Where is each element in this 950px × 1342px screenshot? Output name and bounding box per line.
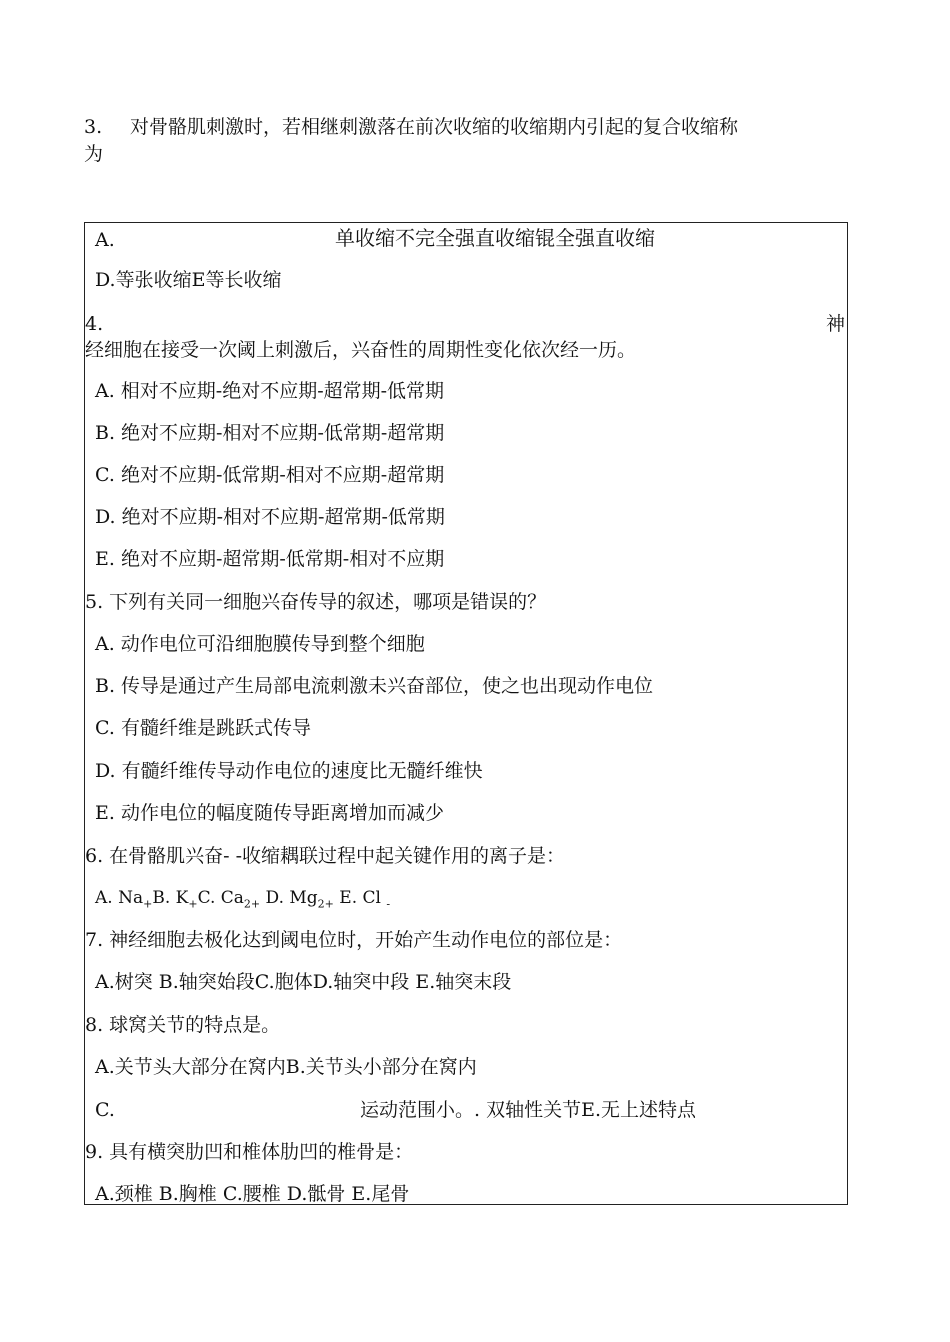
q6-option-a: A. Na xyxy=(95,888,144,908)
question-9-text: 9. 具有横突肋凹和椎体肋凹的椎骨是： xyxy=(85,1141,414,1163)
q4-option-d: D. 绝对不应期-相对不应期-超常期-低常期 xyxy=(95,506,445,528)
q3-option-a-label: A. xyxy=(95,229,115,251)
question-3-number: 3. xyxy=(84,116,103,138)
q5-option-c: C. 有髓纤维是跳跃式传导 xyxy=(95,717,311,739)
q6-option-a-charge: + xyxy=(143,897,153,911)
question-4-tail: 神 xyxy=(825,313,845,335)
q6-option-e-charge: - xyxy=(386,897,391,911)
q3-options-row1: 单收缩不完全强直收缩锟全强直收缩 xyxy=(335,226,655,250)
q8-options-line2: 运动范围小。. 双轴性关节E.无上述特点 xyxy=(360,1099,696,1121)
q5-option-a: A. 动作电位可沿细胞膜传导到整个细胞 xyxy=(95,633,425,655)
q5-option-b: B. 传导是通过产生局部电流刺激未兴奋部位，使之也出现动作电位 xyxy=(95,675,654,697)
q3-options-row2: D.等张收缩E等长收缩 xyxy=(95,269,282,291)
q7-options: A.树突 B.轴突始段C.胞体D.轴突中段 E.轴突末段 xyxy=(95,971,512,993)
q6-option-b-charge: + xyxy=(188,897,198,911)
q4-option-a: A. 相对不应期-绝对不应期-超常期-低常期 xyxy=(95,380,445,402)
question-8-text: 8. 球窝关节的特点是。 xyxy=(85,1014,281,1036)
question-6-text: 6. 在骨骼肌兴奋- -收缩耦联过程中起关键作用的离子是： xyxy=(85,845,566,867)
q4-option-b: B. 绝对不应期-相对不应期-低常期-超常期 xyxy=(95,422,445,444)
q6-option-e: E. Cl xyxy=(333,888,387,908)
q4-option-e: E. 绝对不应期-超常期-低常期-相对不应期 xyxy=(95,548,445,570)
question-3-text: 对骨骼肌刺激时，若相继刺激落在前次收缩的收缩期内引起的复合收缩称 xyxy=(130,116,739,138)
question-4-number: 4. xyxy=(85,313,104,335)
q5-option-d: D. 有髓纤维传导动作电位的速度比无髓纤维快 xyxy=(95,760,483,782)
q6-option-d-charge: 2+ xyxy=(317,897,334,911)
q5-option-e: E. 动作电位的幅度随传导距离增加而减少 xyxy=(95,802,444,824)
question-3-line1 xyxy=(84,114,854,141)
q6-options xyxy=(95,885,390,917)
q9-options: A.颈椎 B.胸椎 C.腰椎 D.骶骨 E.尾骨 xyxy=(95,1183,410,1205)
question-3 xyxy=(84,114,854,168)
q8-options-line1: A.关节头大部分在窝内B.关节头小部分在窝内 xyxy=(95,1056,477,1078)
question-3-line2: 为 xyxy=(84,143,104,165)
q6-option-b: B. K xyxy=(152,888,189,908)
q6-option-d: D. Mg xyxy=(260,888,318,908)
q8-option-c-label: C. xyxy=(95,1099,115,1121)
question-7-text: 7. 神经细胞去极化达到阈电位时，开始产生动作电位的部位是： xyxy=(85,929,623,951)
question-box xyxy=(84,222,848,1205)
question-4-text: 经细胞在接受一次阈上刺激后，兴奋性的周期性变化依次经一历。 xyxy=(85,339,637,361)
q6-option-c: C. Ca xyxy=(197,888,244,908)
q4-option-c: C. 绝对不应期-低常期-相对不应期-超常期 xyxy=(95,464,445,486)
question-5-text: 5. 下列有关同一细胞兴奋传导的叙述，哪项是错误的？ xyxy=(85,591,547,613)
q6-option-c-charge: 2+ xyxy=(243,897,261,911)
